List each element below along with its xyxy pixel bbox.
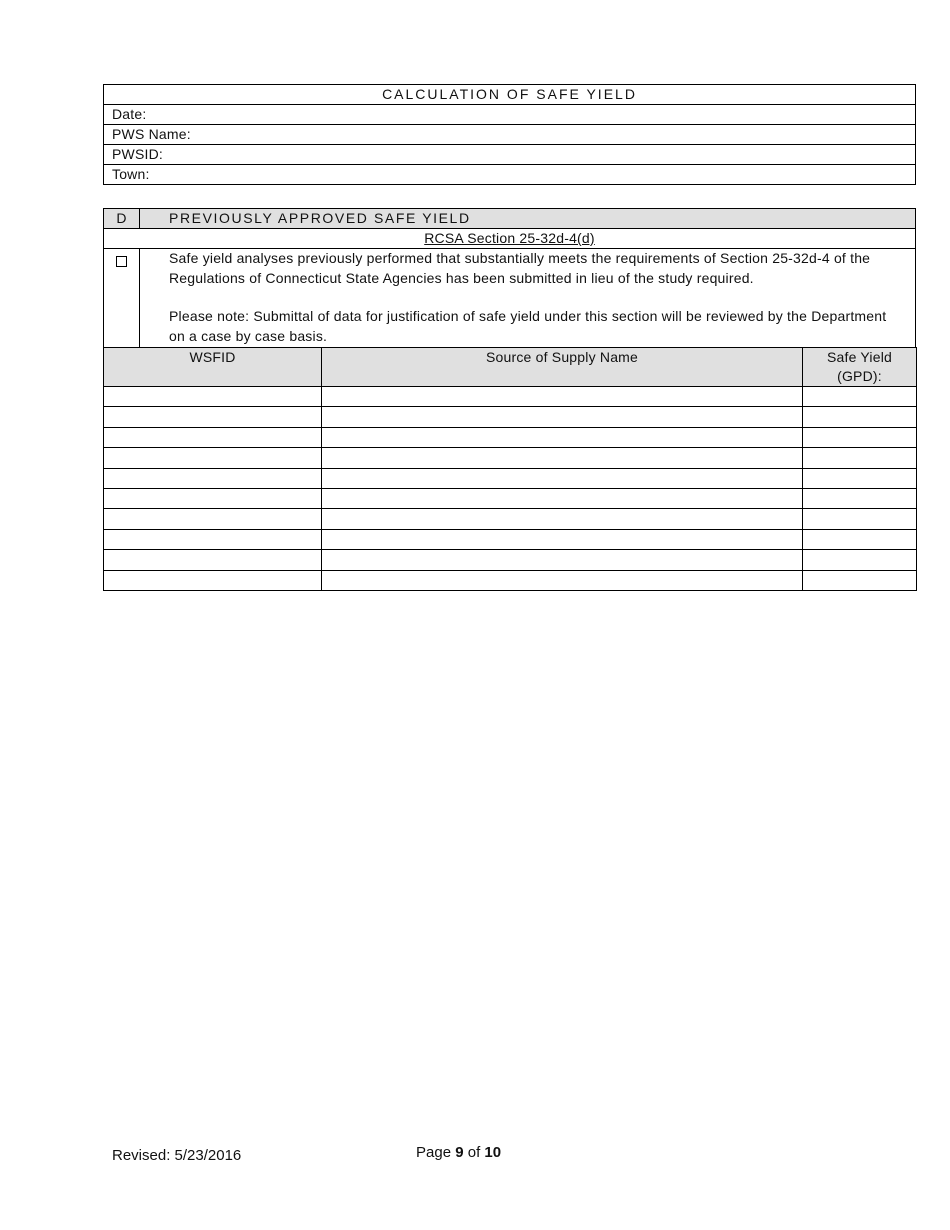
source-name-cell[interactable] [322,570,803,590]
wsfid-cell[interactable] [104,529,322,549]
section-title: PREVIOUSLY APPROVED SAFE YIELD [140,209,916,229]
wsfid-cell[interactable] [104,509,322,529]
safe-yield-cell[interactable] [803,387,917,407]
revised-date: Revised: 5/23/2016 [112,1147,242,1164]
source-name-cell[interactable] [322,509,803,529]
wsfid-cell[interactable] [104,448,322,468]
table-row [104,387,917,407]
safe-yield-cell[interactable] [803,509,917,529]
table-row [104,488,917,508]
approval-checkbox[interactable] [116,256,127,267]
town-field[interactable]: Town: [104,165,916,185]
safe-yield-cell[interactable] [803,550,917,570]
table-row [104,468,917,488]
checkbox-cell [104,249,140,350]
source-name-cell[interactable] [322,387,803,407]
table-row [104,448,917,468]
source-name-cell[interactable] [322,468,803,488]
col-safe-yield: Safe Yield (GPD): [803,348,917,387]
wsfid-cell[interactable] [104,427,322,447]
source-supply-table [103,347,917,591]
wsfid-cell[interactable] [104,488,322,508]
paragraph-1: Safe yield analyses previously performed that substantially meets the requirements of Section 25-32d-4 of the Regulations of Connecticut State Agencies has been submitted in lieu of the study required. [169,250,871,286]
safe-yield-info-table [103,84,916,185]
wsfid-cell[interactable] [104,550,322,570]
source-name-cell[interactable] [322,529,803,549]
section-d-table [103,208,916,350]
table-row [104,509,917,529]
wsfid-cell[interactable] [104,468,322,488]
page-current: 9 [455,1144,464,1161]
safe-yield-cell[interactable] [803,570,917,590]
rcsa-reference [104,229,916,249]
page-of: of [467,1144,481,1161]
table-row [104,529,917,549]
table-row [104,570,917,590]
wsfid-cell[interactable] [104,570,322,590]
safe-yield-cell[interactable] [803,407,917,427]
pws-name-field[interactable]: PWS Name: [104,125,916,145]
section-letter: D [104,209,140,229]
table-row [104,407,917,427]
pwsid-field[interactable]: PWSID: [104,145,916,165]
date-field[interactable]: Date: [104,105,916,125]
wsfid-cell[interactable] [104,387,322,407]
paragraph-2: Please note: Submittal of data for justification of safe yield under this section will be reviewed by the Department on a case by case basis. [169,308,887,344]
wsfid-cell[interactable] [104,407,322,427]
safe-yield-cell[interactable] [803,448,917,468]
table-row [104,427,917,447]
source-name-cell[interactable] [322,407,803,427]
page-number [416,1144,501,1161]
page-prefix: Page [416,1144,452,1161]
table-header [104,348,917,387]
safe-yield-cell[interactable] [803,468,917,488]
source-name-cell[interactable] [322,448,803,468]
form-title: CALCULATION OF SAFE YIELD [104,85,916,105]
source-name-cell[interactable] [322,427,803,447]
col-wsfid: WSFID [104,348,322,387]
source-name-cell[interactable] [322,488,803,508]
rcsa-text: RCSA Section 25-32d-4(d) [424,230,595,246]
col-source-name: Source of Supply Name [322,348,803,387]
section-body [140,249,916,350]
safe-yield-cell[interactable] [803,427,917,447]
safe-yield-cell[interactable] [803,488,917,508]
page-total: 10 [484,1144,502,1161]
safe-yield-cell[interactable] [803,529,917,549]
table-row [104,550,917,570]
source-name-cell[interactable] [322,550,803,570]
